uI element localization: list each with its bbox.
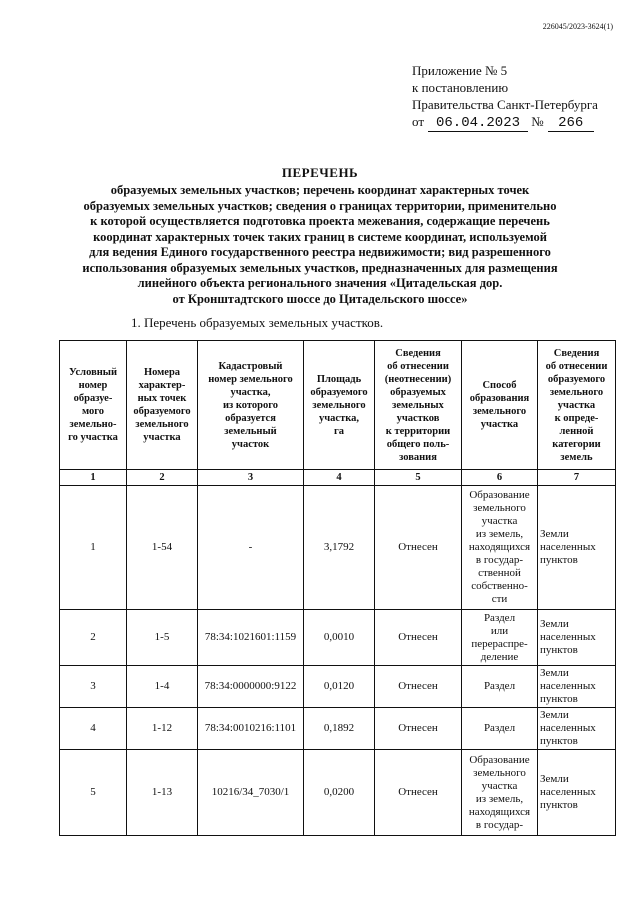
column-number: 4	[304, 470, 375, 486]
table-header-row	[60, 341, 616, 470]
header-cell: Сведения об отнесении (неотнесении) образуемых земельных участков к территории общего поль- зования	[375, 341, 462, 470]
header-cell: Сведения об отнесении образуемого земельного участка к опреде- ленной категории земель	[538, 341, 616, 470]
column-number: 6	[462, 470, 538, 486]
points-range: 1-54	[127, 486, 198, 610]
column-number: 1	[60, 470, 127, 486]
appendix-block	[412, 62, 598, 132]
area: 0,0120	[304, 666, 375, 708]
area: 0,0010	[304, 610, 375, 666]
points-range: 1-4	[127, 666, 198, 708]
land-plots-table	[59, 340, 616, 836]
header-cell: Номера характер- ных точек образуемого земельного участка	[127, 341, 198, 470]
document-id: 226045/2023-3624(1)	[542, 22, 613, 31]
cadastral-number: 10216/34_7030/1	[198, 750, 304, 836]
title-line-4: координат характерных точек таких границ в системе координат, используемой	[93, 229, 547, 244]
plot-number: 3	[60, 666, 127, 708]
title-line-2: образуемых земельных участков; сведения о границах территории, применительно	[83, 198, 557, 213]
header-cell: Площадь образуемого земельного участка, га	[304, 341, 375, 470]
formation-method: Раздел	[462, 708, 538, 750]
cadastral-number: 78:34:0010216:1101	[198, 708, 304, 750]
formation-method: Образование земельного участка из земель, находящихся в государ-	[462, 750, 538, 836]
appendix-line-1: Приложение № 5	[412, 63, 508, 78]
appendix-line-3: Правительства Санкт-Петербурга	[412, 97, 598, 112]
land-category: Земли населенных пунктов	[538, 708, 616, 750]
appendix-date-line	[412, 113, 598, 132]
table-row	[60, 486, 616, 610]
points-range: 1-12	[127, 708, 198, 750]
table-row	[60, 708, 616, 750]
column-number: 2	[127, 470, 198, 486]
column-number: 3	[198, 470, 304, 486]
title-line-7: линейного объекта регионального значения «Цитадельская дор.	[137, 276, 503, 290]
public-use-status: Отнесен	[375, 666, 462, 708]
land-category: Земли населенных пунктов	[538, 486, 616, 610]
plot-number: 2	[60, 610, 127, 666]
date-prefix: от	[412, 114, 425, 129]
points-range: 1-5	[127, 610, 198, 666]
appendix-line-2: к постановлению	[412, 80, 509, 95]
header-cell: Условный номер образуе- мого земельно- го участка	[60, 341, 127, 470]
title-line-6: использования образуемых земельных участков, предназначенных для размещения	[82, 260, 558, 275]
points-range: 1-13	[127, 750, 198, 836]
land-category: Земли населенных пунктов	[538, 666, 616, 708]
column-number: 5	[375, 470, 462, 486]
decree-date: 06.04.2023	[428, 116, 528, 132]
title-line-1: образуемых земельных участков; перечень координат характерных точек	[110, 183, 530, 197]
column-number-row	[60, 470, 616, 486]
public-use-status: Отнесен	[375, 486, 462, 610]
decree-number: 266	[548, 116, 594, 132]
column-number: 7	[538, 470, 616, 486]
title-heading: ПЕРЕЧЕНЬ	[281, 165, 359, 180]
header-cell: Способ образования земельного участка	[462, 341, 538, 470]
section-subtitle: 1. Перечень образуемых земельных участков.	[131, 315, 384, 330]
land-category: Земли населенных пунктов	[538, 750, 616, 836]
header-cell: Кадастровый номер земельного участка, из которого образуется земельный участок	[198, 341, 304, 470]
plot-number: 5	[60, 750, 127, 836]
public-use-status: Отнесен	[375, 610, 462, 666]
land-category: Земли населенных пунктов	[538, 610, 616, 666]
plot-number: 1	[60, 486, 127, 610]
table-row	[60, 750, 616, 836]
table-row	[60, 666, 616, 708]
cadastral-number: -	[198, 486, 304, 610]
formation-method: Раздел или перераспре- деление	[462, 610, 538, 666]
document-title	[60, 165, 580, 307]
public-use-status: Отнесен	[375, 708, 462, 750]
title-line-3: к которой осуществляется подготовка проекта межевания, содержащие перечень	[90, 214, 550, 228]
title-line-5: для ведения Единого государственного реестра недвижимости; вид разрешенного	[89, 245, 551, 259]
cadastral-number: 78:34:0000000:9122	[198, 666, 304, 708]
number-prefix: №	[531, 114, 544, 129]
cadastral-number: 78:34:1021601:1159	[198, 610, 304, 666]
formation-method: Раздел	[462, 666, 538, 708]
area: 0,1892	[304, 708, 375, 750]
formation-method: Образование земельного участка из земель, находящихся в государ- ственной собственно- сти	[462, 486, 538, 610]
public-use-status: Отнесен	[375, 750, 462, 836]
table-row	[60, 610, 616, 666]
area: 0,0200	[304, 750, 375, 836]
title-line-8: от Кронштадтского шоссе до Цитадельского шоссе»	[172, 291, 468, 306]
plot-number: 4	[60, 708, 127, 750]
area: 3,1792	[304, 486, 375, 610]
